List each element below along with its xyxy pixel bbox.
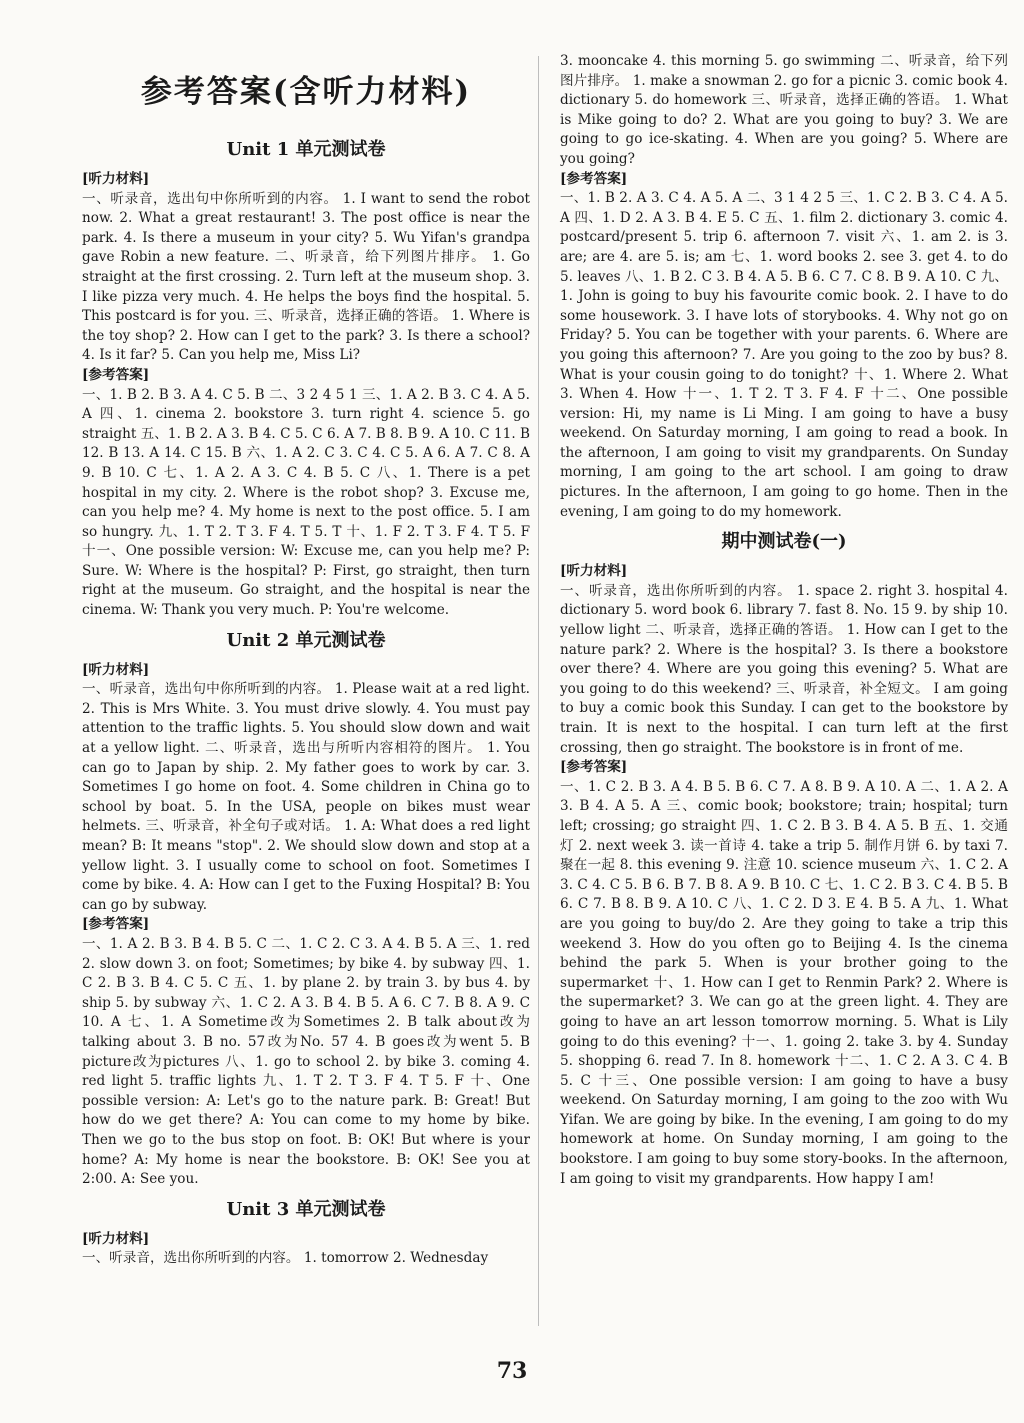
unit1-listen-text: 一、听录音，选出句中你所听到的内容。 1. I want to send the robot now. 2. What a great restaurant! 3. The post office is near the park. 4. Is there a museum in your city? 5. Wu Yifan's grandpa gave Robin a new feature. 二、听录音，给下列图片排序。 1. Go straight at the first crossing. 2. Turn left at the museum shop. 3. I like pizza very much. 4. He helps the boys find the hospital. 5. This postcard is for you. 三、听录音，选择正确的答语。 1. Where is the toy shop? 2. How can I get to the park? 3. Is there a school? 4. Is it far? 5. Can you help me, Miss Li? — [82, 190, 530, 364]
unit3-answer-tag: [参考答案] — [560, 170, 628, 187]
unit1-heading: Unit 1 单元测试卷 — [226, 139, 386, 160]
unit2-answer-tag: [参考答案] — [82, 916, 150, 933]
midterm-listen-text: 一、听录音，选出你所听到的内容。 1. space 2. right 3. hospital 4. dictionary 5. word book 6. library 7. fast 8. No. 15 9. by ship 10. yellow light 二、听录音，选择正确的答语。 1. How can I get to the nature park? 2. Where is the hospital? 3. Is there a bookstore over there? 4. Where are you going this evening? 5. What are you going to do this weekend? 三、听录音，补全短文。 I am going to buy a comic book this Sunday. I can get to the bookstore by train. It is next to the hospital. I can turn left at the first crossing, then go straight. The bookstore is in front of me. — [560, 582, 1008, 756]
unit2-heading: Unit 2 单元测试卷 — [226, 629, 386, 651]
unit1-answer-text: 一、1. B 2. B 3. A 4. C 5. B 二、3 2 4 5 1 三、1. A 2. B 3. C 4. A 5. A 四、1. cinema 2. bookstore 3. turn right 4. science 5. go straight 五、1. B 2. A 3. B 4. C 5. C 6. A 7. B 8. B 9. A 10. C 11. B 12. B 13. A 14. C 15. B 六、1. A 2. C 3. C 4. C 5. A 6. A 7. C 8. A 9. B 10. C 七、1. A 2. A 3. C 4. B 5. C 八、1. There is a pet hospital in my city. 2. Where is the robot shop? 3. Excuse me, can you help me? 4. My home is next to the post office. 5. I am so hungry. 九、1. T 2. T 3. F 4. T 5. T 十、1. F 2. T 3. F 4. T 5. F 十一、One possible version: W: Excuse me, can you help me? P: Sure. W: Where is the hospital? P: First, go straight, then turn right at the museum. Go straight, and the hospital is near the cinema. W: Thank you very much. P: You're welcome. — [82, 386, 530, 619]
unit3-heading: Unit 3 单元测试卷 — [226, 1198, 386, 1220]
unit3-listen-tag: [听力材料] — [82, 1230, 150, 1247]
midterm-listen-tag: [听力材料] — [560, 563, 628, 580]
column-divider — [538, 56, 539, 1326]
unit3-listen-continued: 3. mooncake 4. this morning 5. go swimming 二、听录音，给下列图片排序。 1. make a snowman 2. go for a picnic 3. comic book 4. dictionary 5. do homework 三、听录音，选择正确的答语。 1. What is Mike going to do? 2. What are you going to buy? 3. We are going to go ice-skating. 4. When are you going? 5. Where are you going? — [560, 53, 1008, 167]
unit2-answer-text: 一、1. A 2. B 3. B 4. B 5. C 二、1. C 2. C 3. A 4. B 5. A 三、1. red 2. slow down 3. on foot; Sometimes; by bike 4. by subway 四、1. C 2. B 3. B 4. C 5. C 五、1. by plane 2. by train 3. by bus 4. by ship 5. by subway 六、1. C 2. A 3. B 4. B 5. A 6. C 7. B 8. A 9. C 10. A 七、1. A Sometime改为Sometimes 2. B talk about改为talking about 3. B no. 57改为No. 57 4. B goes改为went 5. B picture改为pictures 八、1. go to school 2. by bike 3. coming 4. red light 5. traffic lights 九、1. T 2. T 3. F 4. T 5. F 十、One possible version: A: Let's go to the nature park. B: Great! But how do we get there? A: You can come to my home by bike. Then we go to the bus stop on foot. B: OK! But where is your home? A: My home is near the bookstore. B: OK! See you at 2:00. A: See you. — [82, 935, 530, 1188]
unit1-listen-tag: [听力材料] — [82, 171, 150, 187]
unit2-listen-text: 一、听录音，选出句中你所听到的内容。 1. Please wait at a red light. 2. This is Mrs White. 3. You must drive slowly. 4. You must pay attention to the traffic lights. 5. You should slow down and wait at a yellow light. 二、听录音，选出与所听内容相符的图片。 1. You can go to Japan by ship. 2. My father goes to work by car. 3. Sometimes I go home on foot. 4. Some children in China go to school by boat. 5. In the USA, people on bikes must wear helmets. 三、听录音，补全句子或对话。 1. A: What does a red light mean? B: It means "stop". 2. We should slow down and stop at a yellow light. 3. I usually come to school on foot. Sometimes I come by bike. 4. A: How can I get to the Fuxing Hospital? B: You can go by subway. — [82, 681, 530, 913]
right-column — [560, 52, 1008, 1189]
midterm-answer-text: 一、1. C 2. B 3. A 4. B 5. B 6. C 7. A 8. B 9. A 10. A 二、1. A 2. A 3. B 4. A 5. A 三、comic book; bookstore; train; hospital; turn left; crossing; go straight 四、1. C 2. B 3. B 4. A 5. B 五、1. 交通灯 2. next week 3. 读一首诗 4. take a trip 5. 制作月饼 6. by taxi 7. 聚在一起 8. this evening 9. 注意 10. science museum 六、1. C 2. A 3. C 4. C 5. B 6. B 7. B 8. A 9. B 10. C 七、1. C 2. B 3. C 4. B 5. B 6. C 7. B 8. B 9. A 10. C 八、1. C 2. D 3. E 4. B 5. A 九、1. What are you going to buy/do 2. Are they going to take a trip this weekend 3. How do you often go to Beijing 4. Is the cinema behind the park 5. When is your brother going to the supermarket 十、1. How can I get to Renmin Park? 2. Where is the supermarket? 3. We can go at the green light. 4. They are going to have an art lesson tomorrow morning. 5. What is Lily going to do this evening? 十一、1. going 2. take 3. by 4. Sunday 5. shopping 6. read 7. In 8. homework 十二、1. C 2. A 3. C 4. B 5. C 十三、One possible version: I am going to have a busy weekend. On Saturday morning, I am going to the zoo with Wu Yifan. We are going by bike. In the evening, I am going to do my homework at home. On Sunday morning, I am going to the bookstore. I am going to buy some story-books. In the afternoon, I am going to visit my grandparents. How happy I am! — [560, 778, 1008, 1187]
left-column — [82, 52, 530, 1269]
midterm-answer-tag: [参考答案] — [560, 759, 628, 776]
page-number: 73 — [496, 1358, 528, 1384]
unit1-answer-tag: [参考答案] — [82, 366, 150, 383]
unit2-listen-tag: [听力材料] — [82, 661, 150, 678]
midterm-heading: 期中测试卷(一) — [721, 531, 847, 553]
unit3-listen-text: 一、听录音，选出你所听到的内容。 1. tomorrow 2. Wednesday — [82, 1250, 489, 1267]
unit3-answer-text: 一、1. B 2. A 3. C 4. A 5. A 二、3 1 4 2 5 三、1. C 2. B 3. C 4. A 5. A 四、1. D 2. A 3. B 4. E 5. C 五、1. film 2. dictionary 3. comic 4. postcard/present 5. trip 6. afternoon 7. visit 六、1. am 2. is 3. are; are 4. are 5. is; am 七、1. word books 2. see 3. get 4. to do 5. leaves 八、1. B 2. C 3. B 4. A 5. B 6. C 7. C 8. B 9. A 10. C 九、1. John is going to buy his favourite comic book. 2. I have to do some housework. 3. I have lots of storybooks. 4. Why not go on Friday? 5. You can be together with your parents. 6. Where are you going this afternoon? 7. Are you going to the zoo by bus? 8. What is your cousin going to do tonight? 十、1. Where 2. What 3. When 4. How 十一、1. T 2. T 3. F 4. F 十二、One possible version: Hi, my name is Li Ming. I am going to have a busy weekend. On Saturday morning, I am going to read a book. In the afternoon, I am going to visit my grandparents. On Sunday morning, I am going to the art school. I am going to draw pictures. In the afternoon, I am going to go home. Then in the evening, I am going to do my homework. — [560, 190, 1008, 520]
page-title: 参考答案(含听力材料) — [140, 74, 472, 110]
